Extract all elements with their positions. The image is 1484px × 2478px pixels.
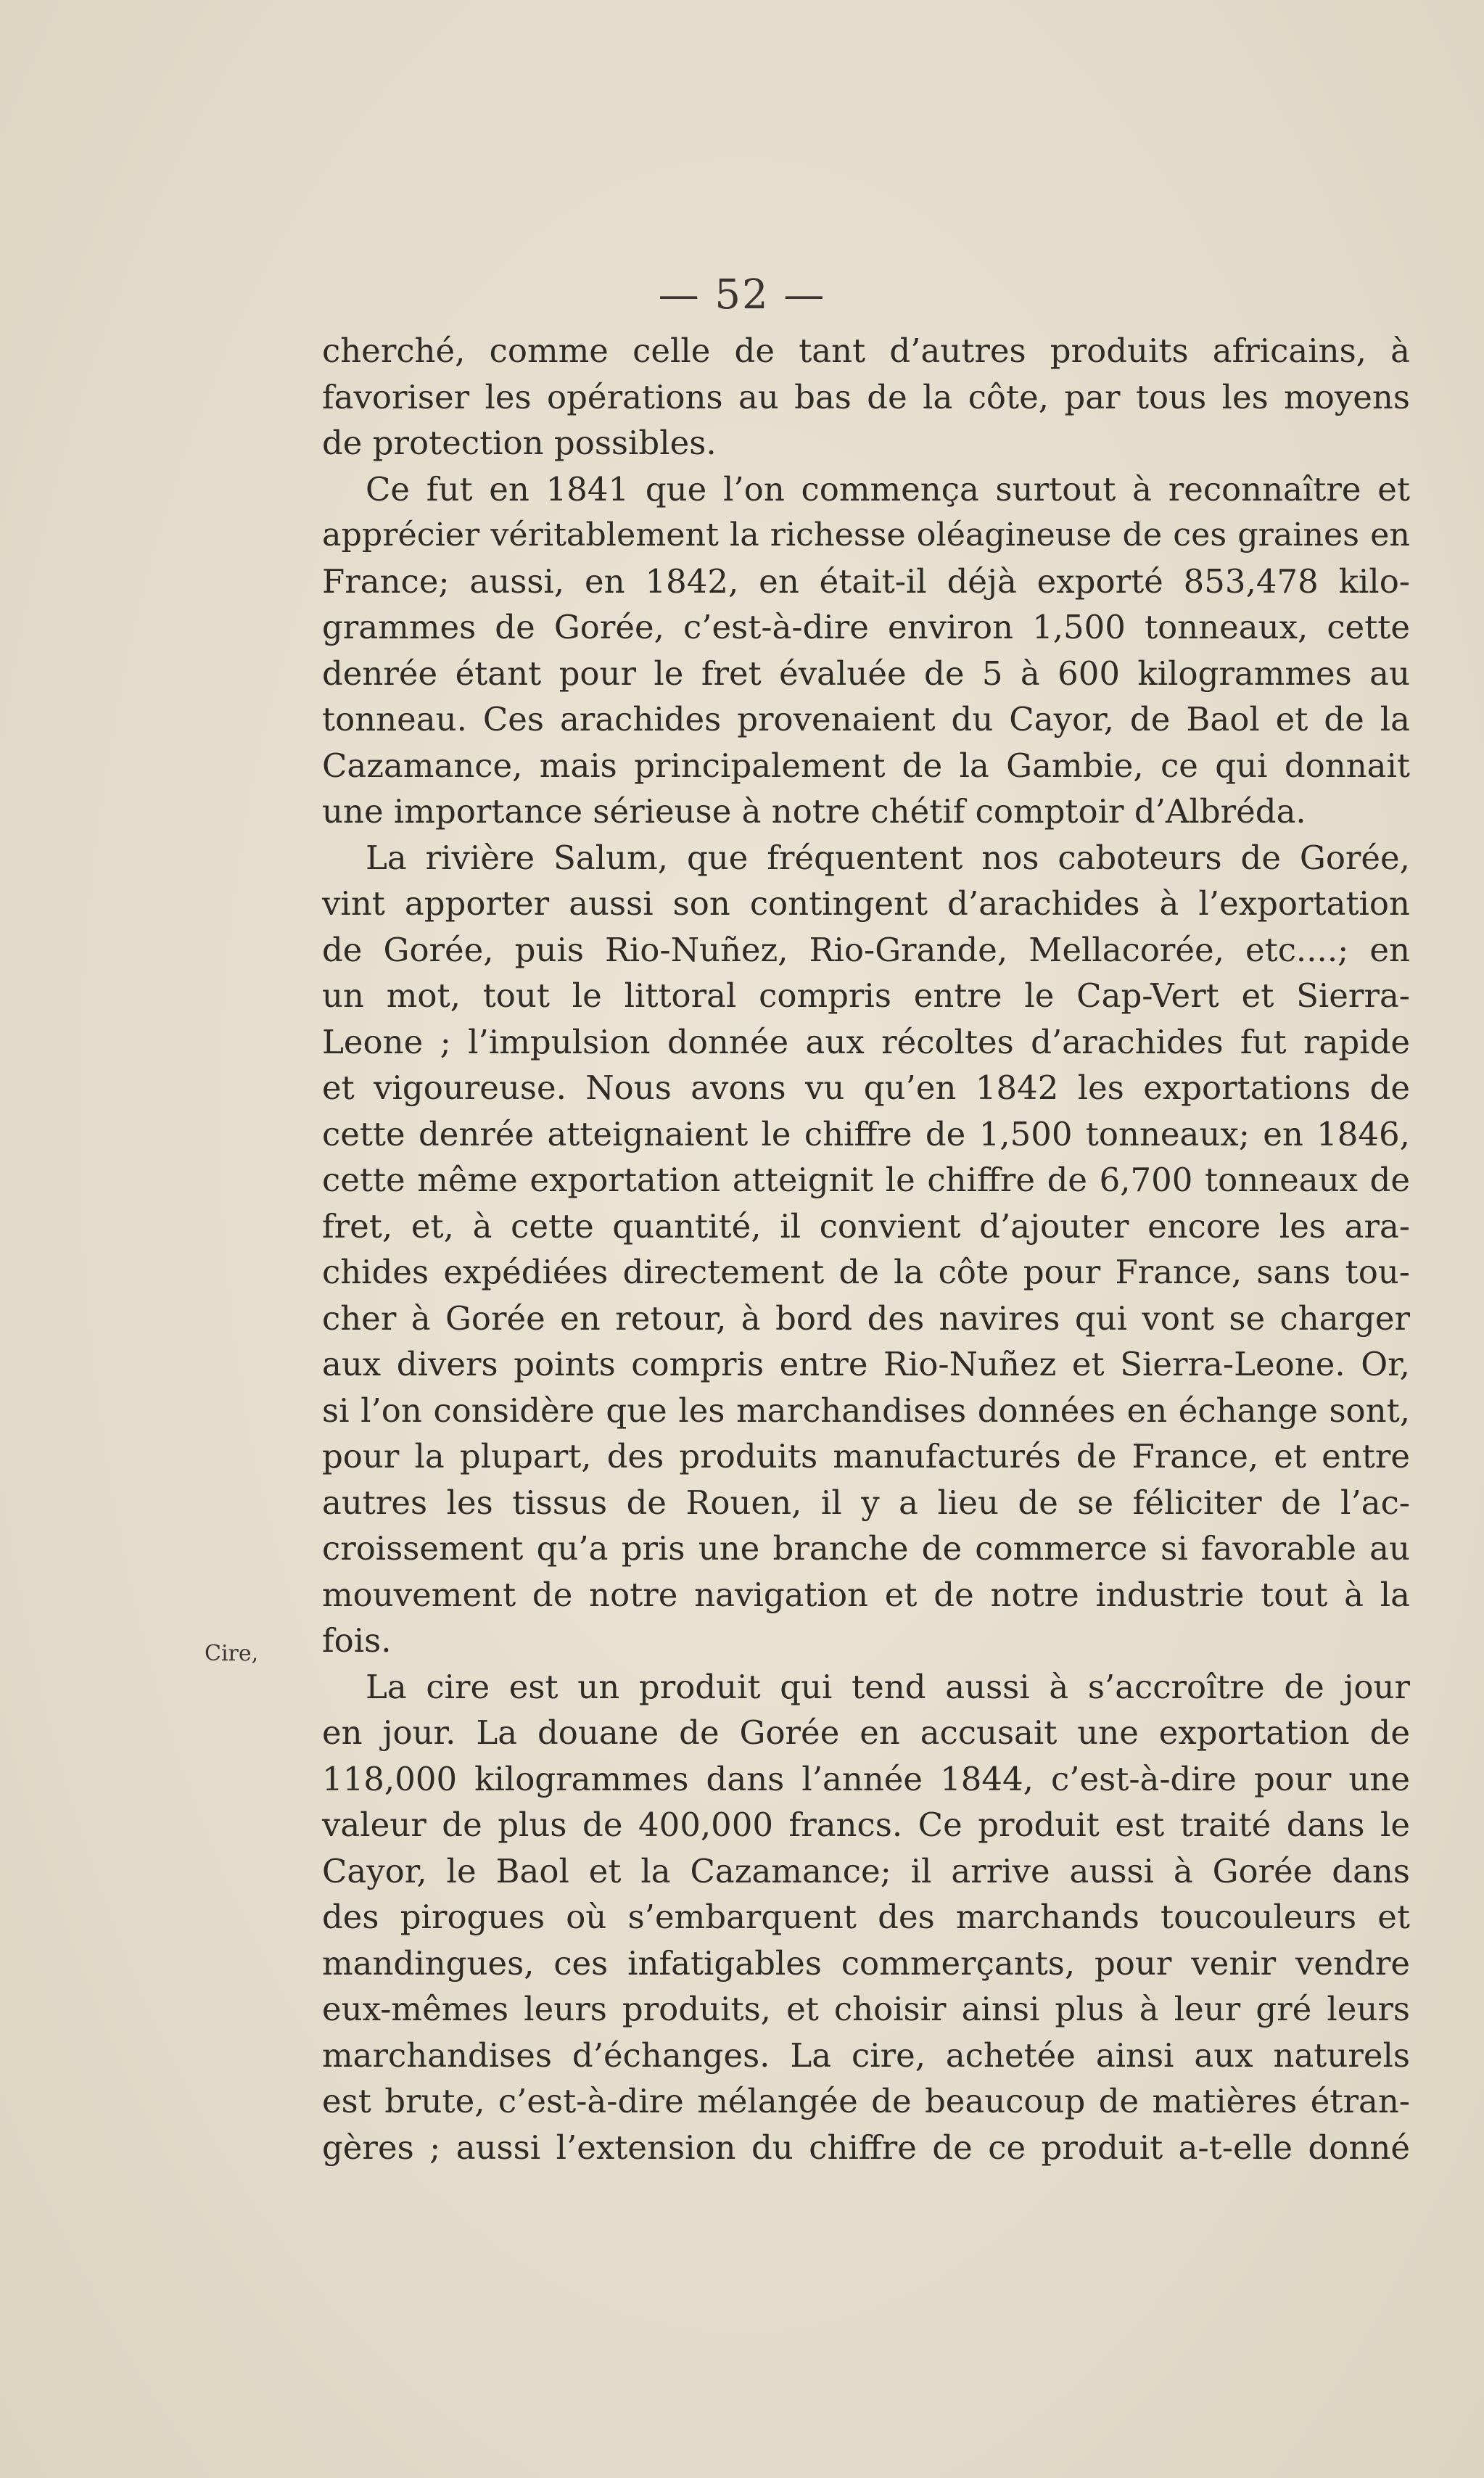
text-line: de Gorée, puis Rio-Nuñez, Rio-Grande, Mellacorée, etc....; en <box>322 930 1410 969</box>
text-line: une importance sérieuse à notre chétif comptoir d’Albréda. <box>322 792 1306 831</box>
text-line: et vigoureuse. Nous avons vu qu’en 1842 les exportations de <box>322 1069 1410 1107</box>
text-line: grammes de Gorée, c’est-à-dire environ 1,500 tonneaux, cette <box>322 608 1410 646</box>
text-line: si l’on considère que les marchandises données en échange sont, <box>322 1391 1410 1430</box>
text-line: Cazamance, mais principalement de la Gambie, ce qui donnait <box>322 746 1410 785</box>
text-line: cher à Gorée en retour, à bord des navires qui vont se charger <box>322 1298 1410 1338</box>
text-line: en jour. La douane de Gorée en accusait une exportation de <box>322 1713 1410 1752</box>
text-line: cette même exportation atteignit le chiffre de 6,700 tonneaux de <box>322 1161 1410 1199</box>
text-line: eux-mêmes leurs produits, et choisir ainsi plus à leur gré leurs <box>322 1990 1410 2028</box>
text-line: tonneau. Ces arachides provenaient du Cayor, de Baol et de la <box>322 700 1410 738</box>
text-line: des pirogues où s’embarquent des marchands toucouleurs et <box>322 1898 1410 1936</box>
text-line: 118,000 kilogrammes dans l’année 1844, c’est-à-dire pour une <box>322 1759 1410 1798</box>
text-line: chides expédiées directement de la côte pour France, sans tou- <box>322 1253 1410 1291</box>
text-line: autres les tissus de Rouen, il y a lieu de se féliciter de l’ac- <box>322 1483 1410 1522</box>
text-line: pour la plupart, des produits manufacturés de France, et entre <box>322 1437 1410 1475</box>
text-line: marchandises d’échanges. La cire, achetée ainsi aux naturels <box>322 2036 1410 2075</box>
text-line: La rivière Salum, que fréquentent nos caboteurs de Gorée, <box>366 838 1410 877</box>
paragraph-1 <box>322 328 1410 466</box>
text-line: Ce fut en 1841 que l’on commença surtout à reconnaître et <box>366 469 1410 509</box>
text-line: valeur de plus de 400,000 francs. Ce produit est traité dans le <box>322 1806 1410 1844</box>
text-line: croissement qu’a pris une branche de commerce si favorable au <box>322 1529 1410 1568</box>
text-line: favoriser les opérations au bas de la côte, par tous les moyens <box>322 377 1410 416</box>
paragraph-2 <box>322 466 1410 835</box>
text-line: fois. <box>322 1621 392 1660</box>
text-line: gères ; aussi l’extension du chiffre de ce produit a-t-elle donné <box>322 2128 1410 2167</box>
page-number: — 52 — <box>658 271 826 318</box>
text-line: La cire est un produit qui tend aussi à s’accroître de jour <box>366 1667 1410 1706</box>
paragraph-4 <box>322 1664 1410 2171</box>
text-line: mouvement de notre navigation et de notre industrie tout à la <box>322 1575 1410 1614</box>
text-line: apprécier véritablement la richesse oléagineuse de ces graines en <box>322 516 1410 553</box>
margin-note: Cire, <box>205 1641 259 1666</box>
text-line: mandingues, ces infatigables commerçants, pour venir vendre <box>322 1943 1410 1983</box>
text-line: vint apporter aussi son contingent d’arachides à l’exportation <box>322 884 1410 923</box>
text-line: cette denrée atteignaient le chiffre de 1,500 tonneaux; en 1846, <box>322 1114 1410 1153</box>
text-line: cherché, comme celle de tant d’autres produits africains, à <box>322 332 1410 370</box>
text-line: aux divers points compris entre Rio-Nuñez et Sierra-Leone. Or, <box>322 1345 1410 1383</box>
text-line: Cayor, le Baol et la Cazamance; il arrive aussi à Gorée dans <box>322 1851 1410 1890</box>
text-line: Leone ; l’impulsion donnée aux récoltes d’arachides fut rapide <box>322 1022 1410 1061</box>
text-line: France; aussi, en 1842, en était-il déjà exporté 853,478 kilo- <box>322 561 1410 601</box>
text-line: fret, et, à cette quantité, il convient d’ajouter encore les ara- <box>322 1206 1410 1246</box>
text-line: un mot, tout le littoral compris entre le Cap-Vert et Sierra- <box>322 976 1410 1015</box>
paragraph-3 <box>322 835 1410 1664</box>
text-line: de protection possibles. <box>322 424 717 462</box>
body-text <box>322 328 1410 2170</box>
text-line: est brute, c’est-à-dire mélangée de beaucoup de matières étran- <box>322 2082 1410 2120</box>
text-line: denrée étant pour le fret évaluée de 5 à 600 kilogrammes au <box>322 654 1410 693</box>
